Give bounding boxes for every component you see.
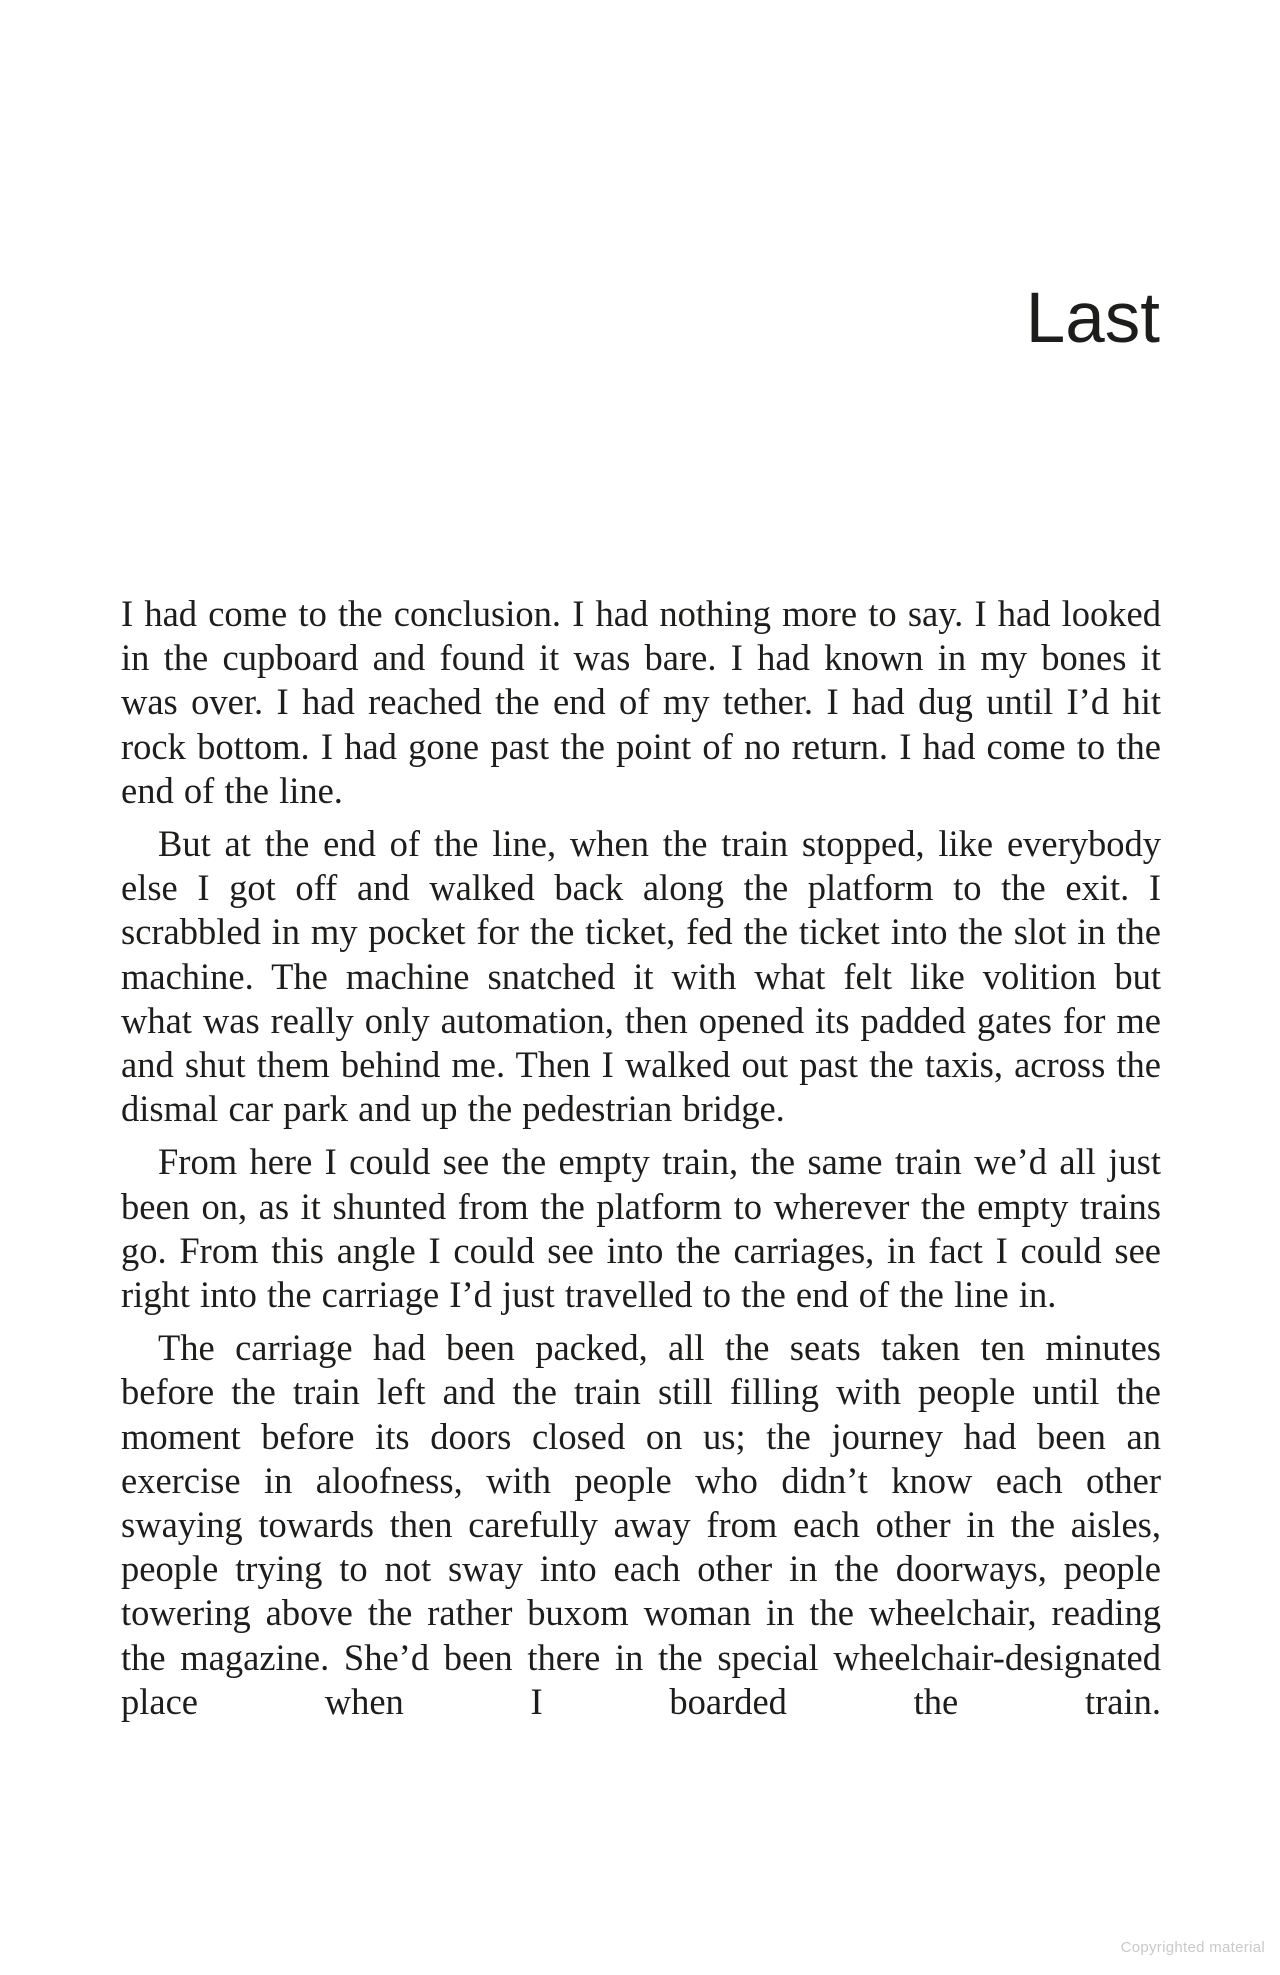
- paragraph-4: The carriage had been packed, all the seats taken ten minutes before the train left and the train still filling with people until the moment before its doors closed on us; the journey had been an exercise in aloofness, with people who didn’t know each other swaying towards then carefully away from each other in the aisles, people trying to not sway into each other in the doorways, people towering above the rather buxom woman in the wheelchair, reading the magazine. She’d been there in the special wheelchair-designated place when I boarded the train.: [121, 1327, 1161, 1722]
- copyright-watermark: Copyrighted material: [1120, 1939, 1265, 1956]
- page-body: [121, 592, 1161, 1724]
- chapter-title: Last: [1025, 279, 1160, 358]
- paragraph-1: I had come to the conclusion. I had nothing more to say. I had looked in the cupboard and found it was bare. I had known in my bones it was over. I had reached the end of my tether. I had dug until I’d hit rock bottom. I had gone past the point of no return. I had come to the end of the line.: [121, 593, 1161, 811]
- paragraph-3: From here I could see the empty train, the same train we’d all just been on, as it shunted from the platform to wherever the empty trains go. From this angle I could see into the carriages, in fact I could see right into the carriage I’d just travelled to the end of the line in.: [121, 1141, 1161, 1316]
- paragraph-2: But at the end of the line, when the train stopped, like everybody else I got off and walked back along the platform to the exit. I scrabbled in my pocket for the ticket, fed the ticket into the slot in the machine. The machine snatched it with what felt like volition but what was really only automation, then opened its padded gates for me and shut them behind me. Then I walked out past the taxis, across the dismal car park and up the pedestrian bridge.: [121, 823, 1161, 1130]
